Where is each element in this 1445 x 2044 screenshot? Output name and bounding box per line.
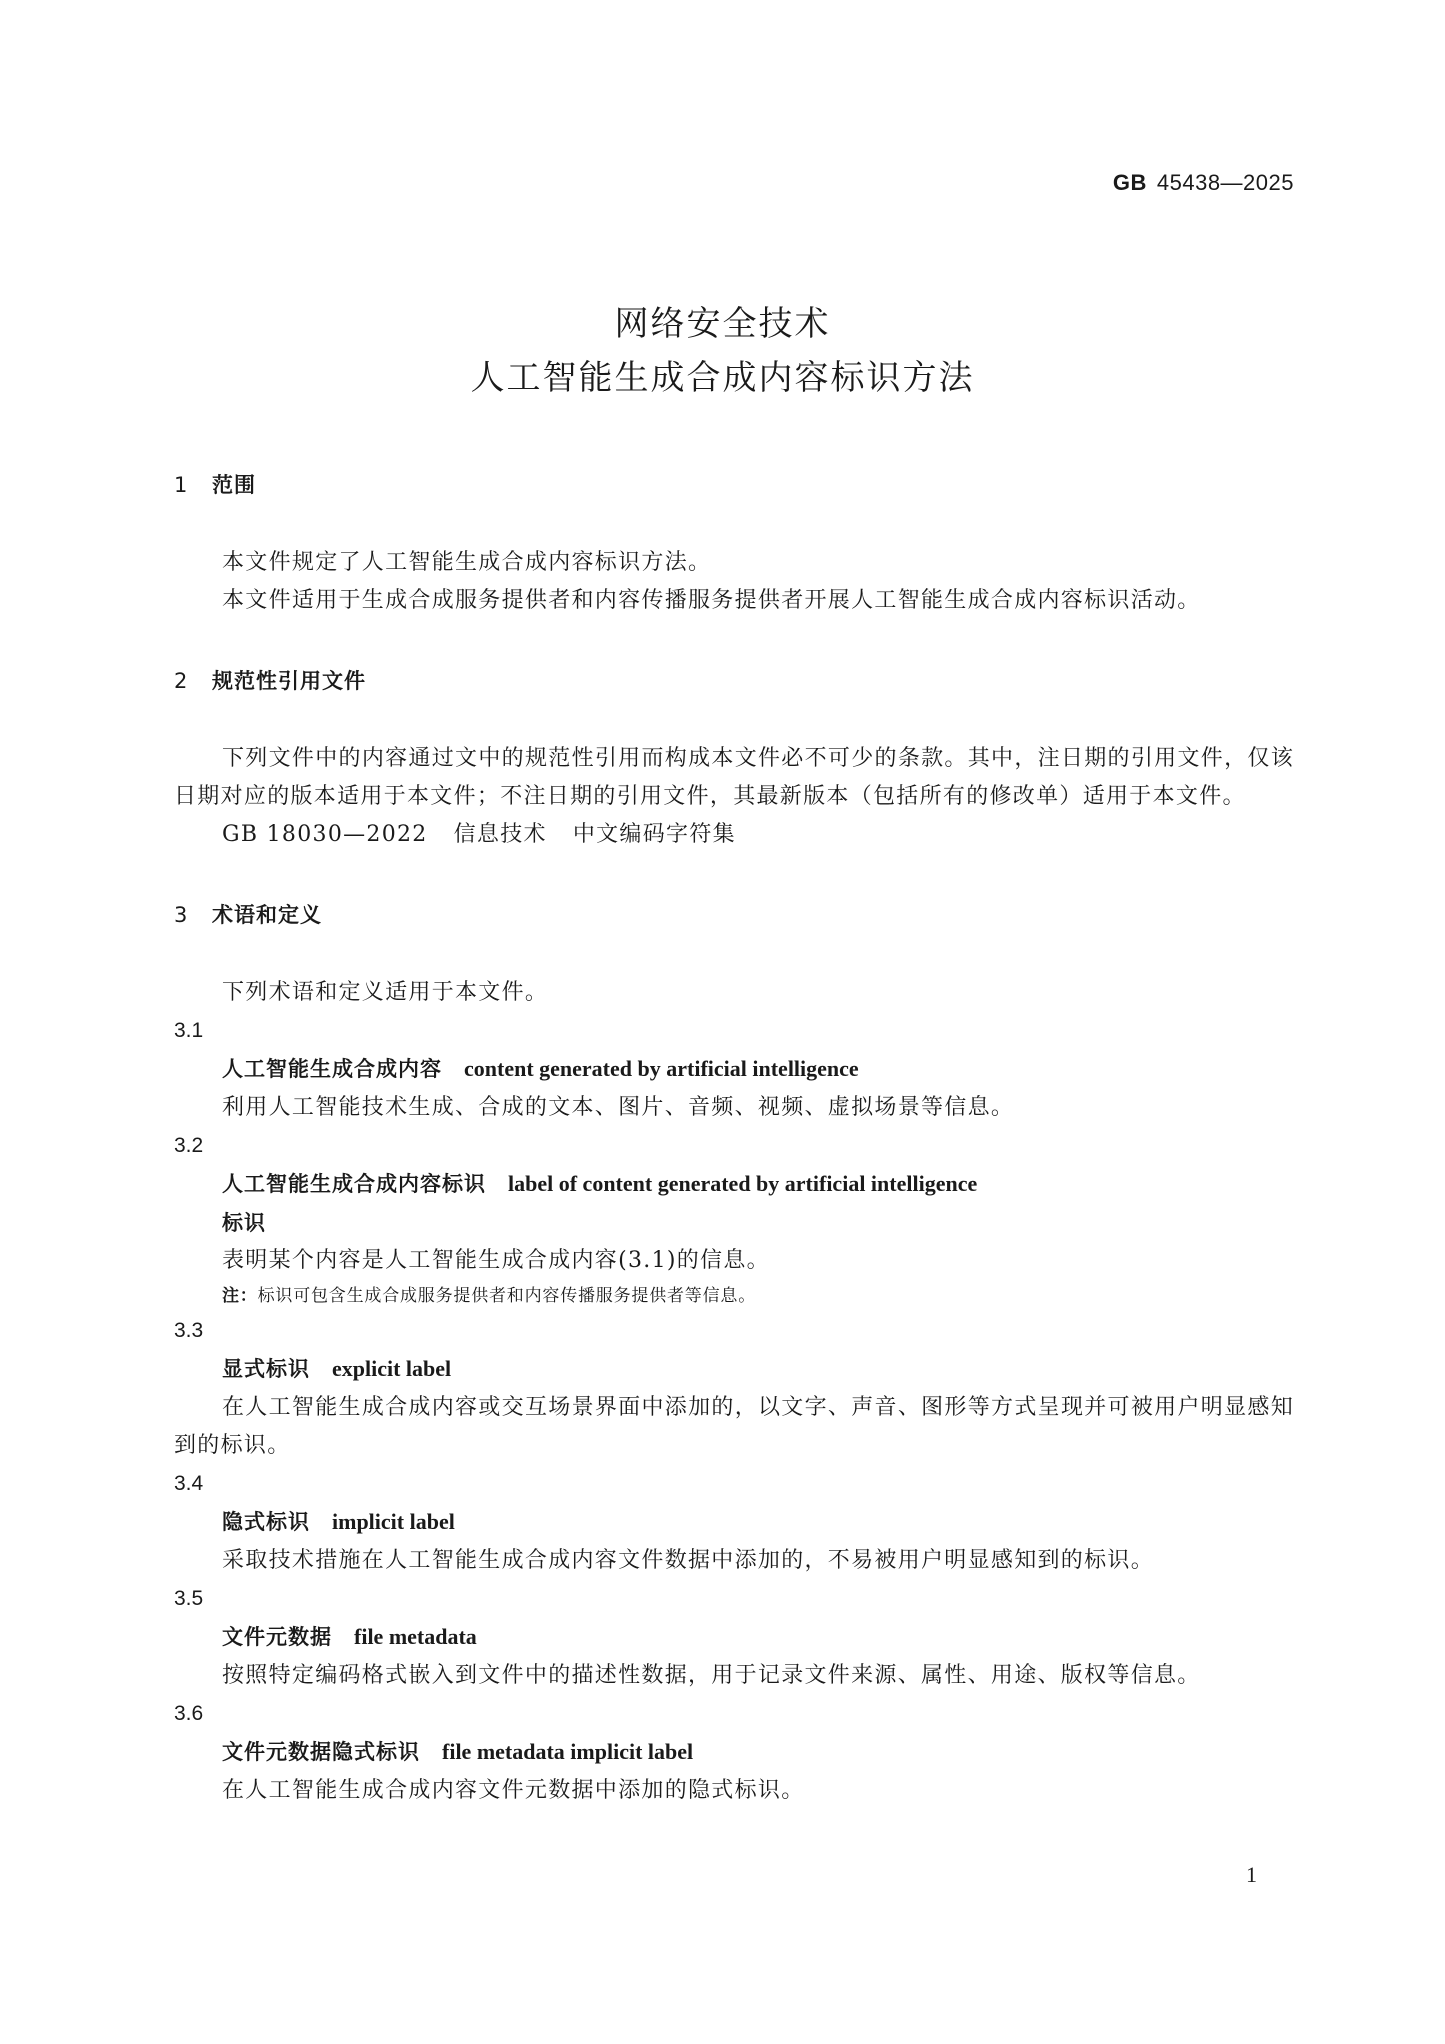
term-definition: 按照特定编码格式嵌入到文件中的描述性数据，用于记录文件来源、属性、用途、版权等信息。 xyxy=(222,1663,1201,1688)
section-title: 规范性引用文件 xyxy=(212,669,366,693)
term-number: 3.1 xyxy=(174,1019,204,1042)
term-definition: 采取技术措施在人工智能生成合成内容文件数据中添加的，不易被用户明显感知到的标识。 xyxy=(222,1548,1155,1573)
section-number: 2 xyxy=(174,669,189,693)
term-english: label of content generated by artificial intelligence xyxy=(508,1171,978,1196)
note-label: 注： xyxy=(222,1286,258,1306)
section-heading-terms xyxy=(174,900,1294,930)
page-number: 1 xyxy=(1246,1862,1257,1887)
term-chinese: 隐式标识 xyxy=(222,1510,310,1534)
term-heading xyxy=(174,1733,1294,1772)
document-title-line1: 网络安全技术 xyxy=(614,304,831,344)
term-number: 3.6 xyxy=(174,1702,204,1725)
note-text: 标识可包含生成合成服务提供者和内容传播服务提供者等信息。 xyxy=(257,1286,757,1306)
term-english: content generated by artificial intelligence xyxy=(464,1056,859,1081)
document-title-line2: 人工智能生成合成内容标识方法 xyxy=(470,358,975,398)
term-definition: 利用人工智能技术生成、合成的文本、图片、音频、视频、虚拟场景等信息。 xyxy=(222,1095,1015,1120)
standard-number: 45438—2025 xyxy=(1156,170,1294,195)
term-english: implicit label xyxy=(332,1509,455,1534)
term-definition: 表明某个内容是人工智能生成合成内容(3.1)的信息。 xyxy=(222,1248,770,1273)
section-heading-scope xyxy=(174,470,1294,500)
term-english: explicit label xyxy=(332,1356,452,1381)
term-note xyxy=(174,1280,1294,1312)
term-chinese: 人工智能生成合成内容 xyxy=(222,1057,442,1081)
section-title: 术语和定义 xyxy=(212,903,322,927)
term-chinese: 人工智能生成合成内容标识 xyxy=(222,1172,486,1196)
term-english: file metadata xyxy=(354,1624,477,1649)
section-title: 范围 xyxy=(212,473,256,497)
reference-title-part1: 信息技术 xyxy=(453,822,547,847)
term-chinese: 文件元数据 xyxy=(222,1625,332,1649)
paragraph: 下列术语和定义适用于本文件。 xyxy=(222,980,549,1005)
standard-code xyxy=(1113,170,1294,196)
normative-reference-entry xyxy=(174,816,1294,854)
term-definition: 在人工智能生成合成内容或交互场景界面中添加的，以文字、声音、图形等方式呈现并可被用户明显感知到的标识。 xyxy=(174,1395,1294,1458)
term-definition: 在人工智能生成合成内容文件元数据中添加的隐式标识。 xyxy=(222,1778,805,1803)
term-heading xyxy=(174,1503,1294,1542)
paragraph: 本文件适用于生成合成服务提供者和内容传播服务提供者开展人工智能生成合成内容标识活动。 xyxy=(222,588,1201,613)
term-english: file metadata implicit label xyxy=(442,1739,694,1764)
standard-prefix: GB xyxy=(1112,170,1147,195)
term-number: 3.3 xyxy=(174,1319,204,1342)
term-heading xyxy=(174,1350,1294,1389)
term-heading xyxy=(174,1618,1294,1657)
reference-code: GB 18030—2022 xyxy=(222,822,428,847)
term-heading xyxy=(174,1165,1294,1204)
section-heading-normative-references xyxy=(174,666,1294,696)
term-number: 3.2 xyxy=(174,1134,204,1157)
paragraph: 下列文件中的内容通过文中的规范性引用而构成本文件必不可少的条款。其中，注日期的引用文件，仅该日期对应的版本适用于本文件；不注日期的引用文件，其最新版本（包括所有的修改单）适用于本文件。 xyxy=(174,746,1294,809)
document-body xyxy=(174,470,1294,1810)
reference-title-part2: 中文编码字符集 xyxy=(572,822,736,847)
section-number: 1 xyxy=(174,473,189,497)
term-synonym: 标识 xyxy=(222,1211,266,1235)
section-number: 3 xyxy=(174,903,189,927)
paragraph: 本文件规定了人工智能生成合成内容标识方法。 xyxy=(222,550,712,575)
term-heading xyxy=(174,1050,1294,1089)
term-number: 3.5 xyxy=(174,1587,204,1610)
term-number: 3.4 xyxy=(174,1472,204,1495)
term-chinese: 文件元数据隐式标识 xyxy=(222,1740,420,1764)
term-chinese: 显式标识 xyxy=(222,1357,310,1381)
